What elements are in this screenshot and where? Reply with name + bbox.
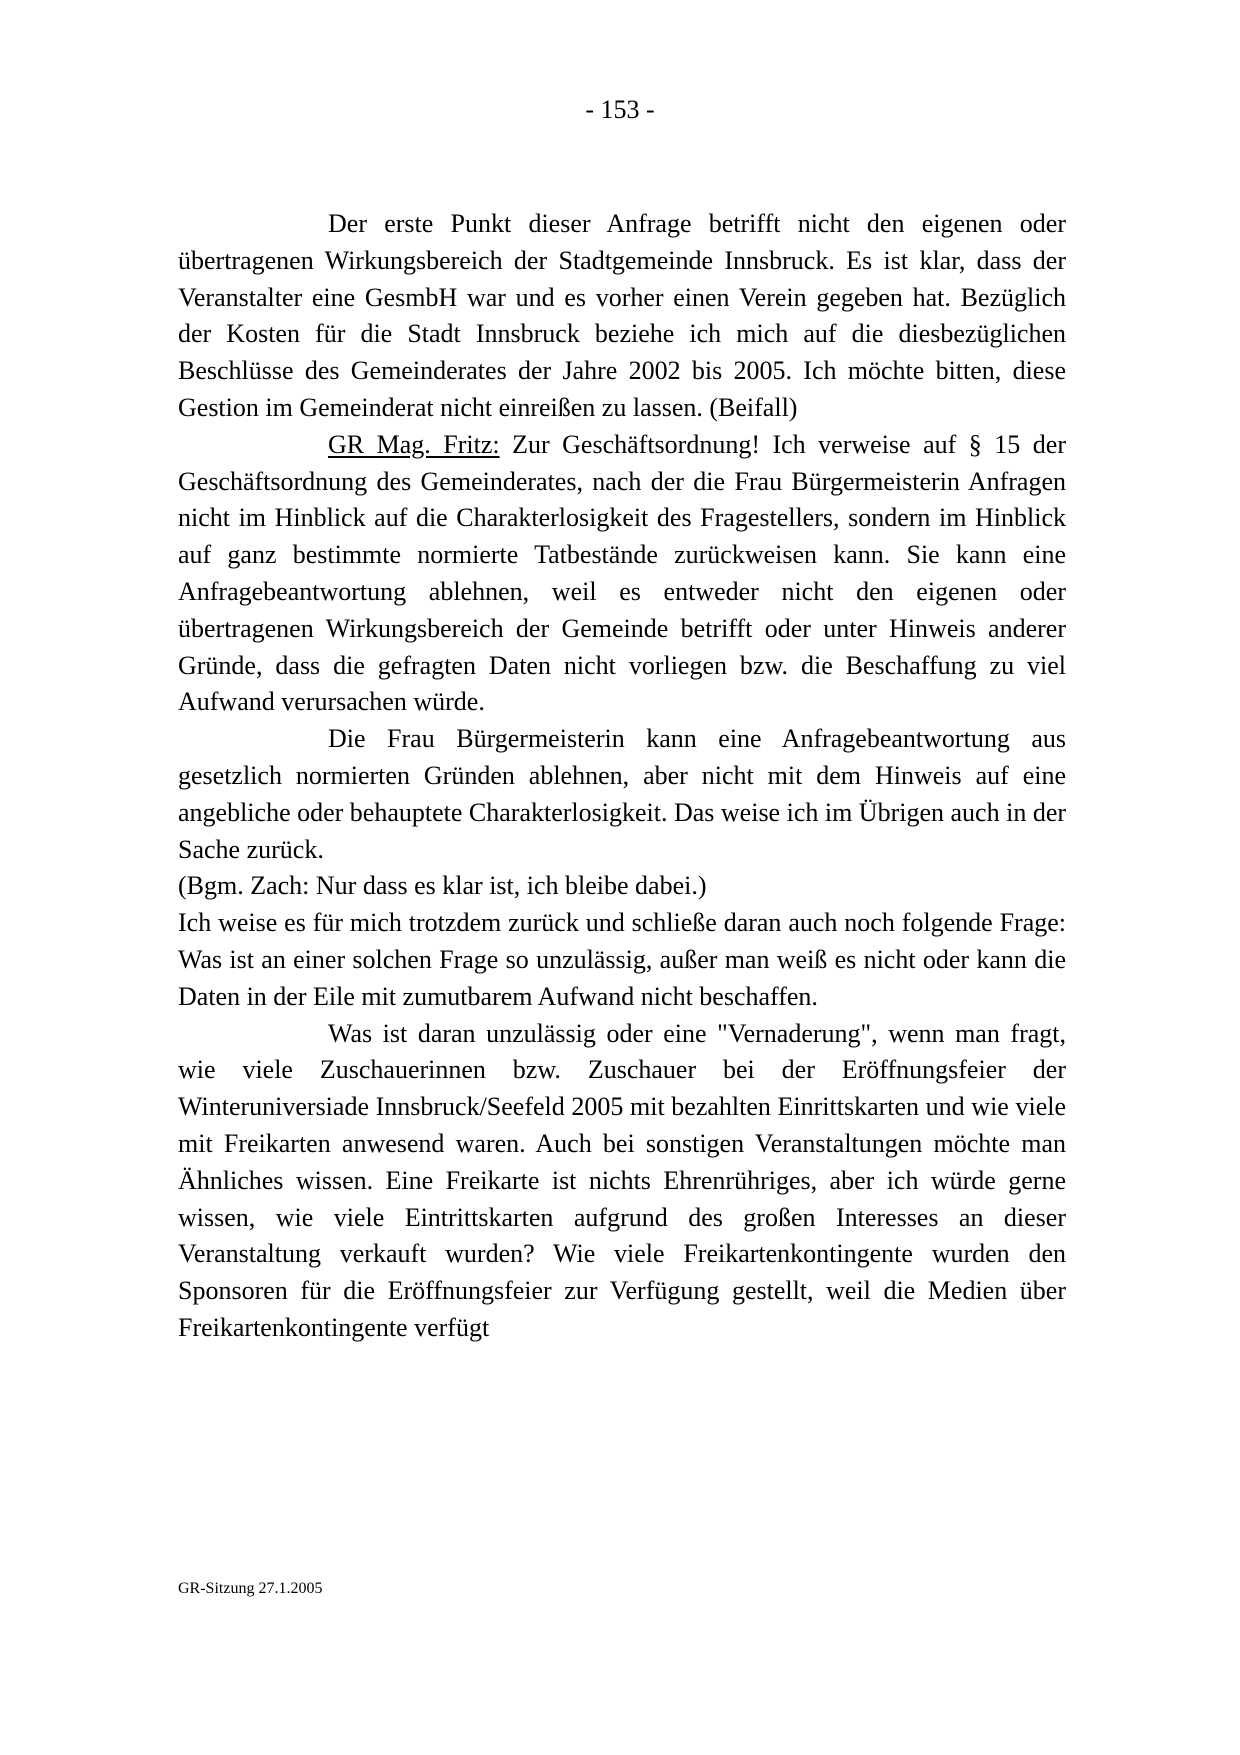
- page-number: - 153 -: [585, 95, 655, 124]
- paragraph-mayor-refusal: Die Frau Bürgermeisterin kann eine Anfragebeantwortung aus gesetzlich normierten Gründen ablehnen, aber nicht mit dem Hinweis auf eine angebliche oder behauptete Charakterlosigkeit. Das weise ich im Übrigen auch in der Sache zurück.: [178, 724, 1067, 864]
- paragraph-response: Der erste Punkt dieser Anfrage betrifft nicht den eigenen oder übertragenen Wirkungsbereich der Stadtgemeinde Innsbruck. Es ist klar, dass der Veranstalter eine GesmbH war und es vorher einen Verein gegeben hat. Bezüglich der Kosten für die Stadt Innsbruck beziehe ich mich auf die diesbezüglichen Beschlüsse des Gemeinderates der Jahre 2002 bis 2005. Ich möchte bitten, diese Gestion im Gemeinderat nicht einreißen zu lassen. (Beifall): [178, 209, 1066, 422]
- speaker-name: GR Mag. Fritz:: [328, 429, 500, 459]
- paragraph-rejection: Ich weise es für mich trotzdem zurück und schließe daran auch noch folgende Frage: Was ist an einer solchen Frage so unzulässig, außer man weiß es nicht oder kann die Daten in der Eile mit zumutbarem Aufwand nicht beschaffen.: [178, 908, 1066, 1011]
- speaker-statement: Zur Geschäftsordnung! Ich verweise auf § 15 der Geschäftsordnung des Gemeinderates, nach der die Frau Bürgermeisterin Anfragen nicht im Hinblick auf die Charakterlosigkeit des Fragestellers, sondern im Hinblick auf ganz bestimmte normierte Tatbestände zurückweisen kann. Sie kann eine Anfragebeantwortung ablehnen, weil es entweder nicht den eigenen oder übertragenen Wirkungsbereich der Gemeinde betrifft oder unter Hinweis anderer Gründe, dass die gefragten Daten nicht vorliegen bzw. die Beschaffung zu viel Aufwand verursachen würde.: [178, 429, 1066, 717]
- document-body: [178, 206, 1066, 1347]
- paragraph-question: Was ist daran unzulässig oder eine "Vernaderung", wenn man fragt, wie viele Zuschauerinnen bzw. Zuschauer bei der Eröffnungsfeier der Winteruniversiade Innsbruck/Seefeld 2005 mit bezahlten Einrittskarten und wie viele mit Freikarten anwesend waren. Auch bei sonstigen Veranstaltungen möchte man Ähnliches wissen. Eine Freikarte ist nichts Ehrenrühriges, aber ich würde gerne wissen, wie viele Eintrittskarten aufgrund des großen Interesses an dieser Veranstaltung verkauft wurden? Wie viele Freikartenkontingente wurden den Sponsoren für die Eröffnungsfeier zur Verfügung gestellt, weil die Medien über Freikartenkontingente verfügt: [178, 1018, 1066, 1342]
- paragraph-fritz: [178, 427, 1066, 721]
- footer-session-date: GR-Sitzung 27.1.2005: [178, 1580, 323, 1597]
- paragraph-interjection: (Bgm. Zach: Nur dass es klar ist, ich bleibe dabei.): [178, 871, 707, 901]
